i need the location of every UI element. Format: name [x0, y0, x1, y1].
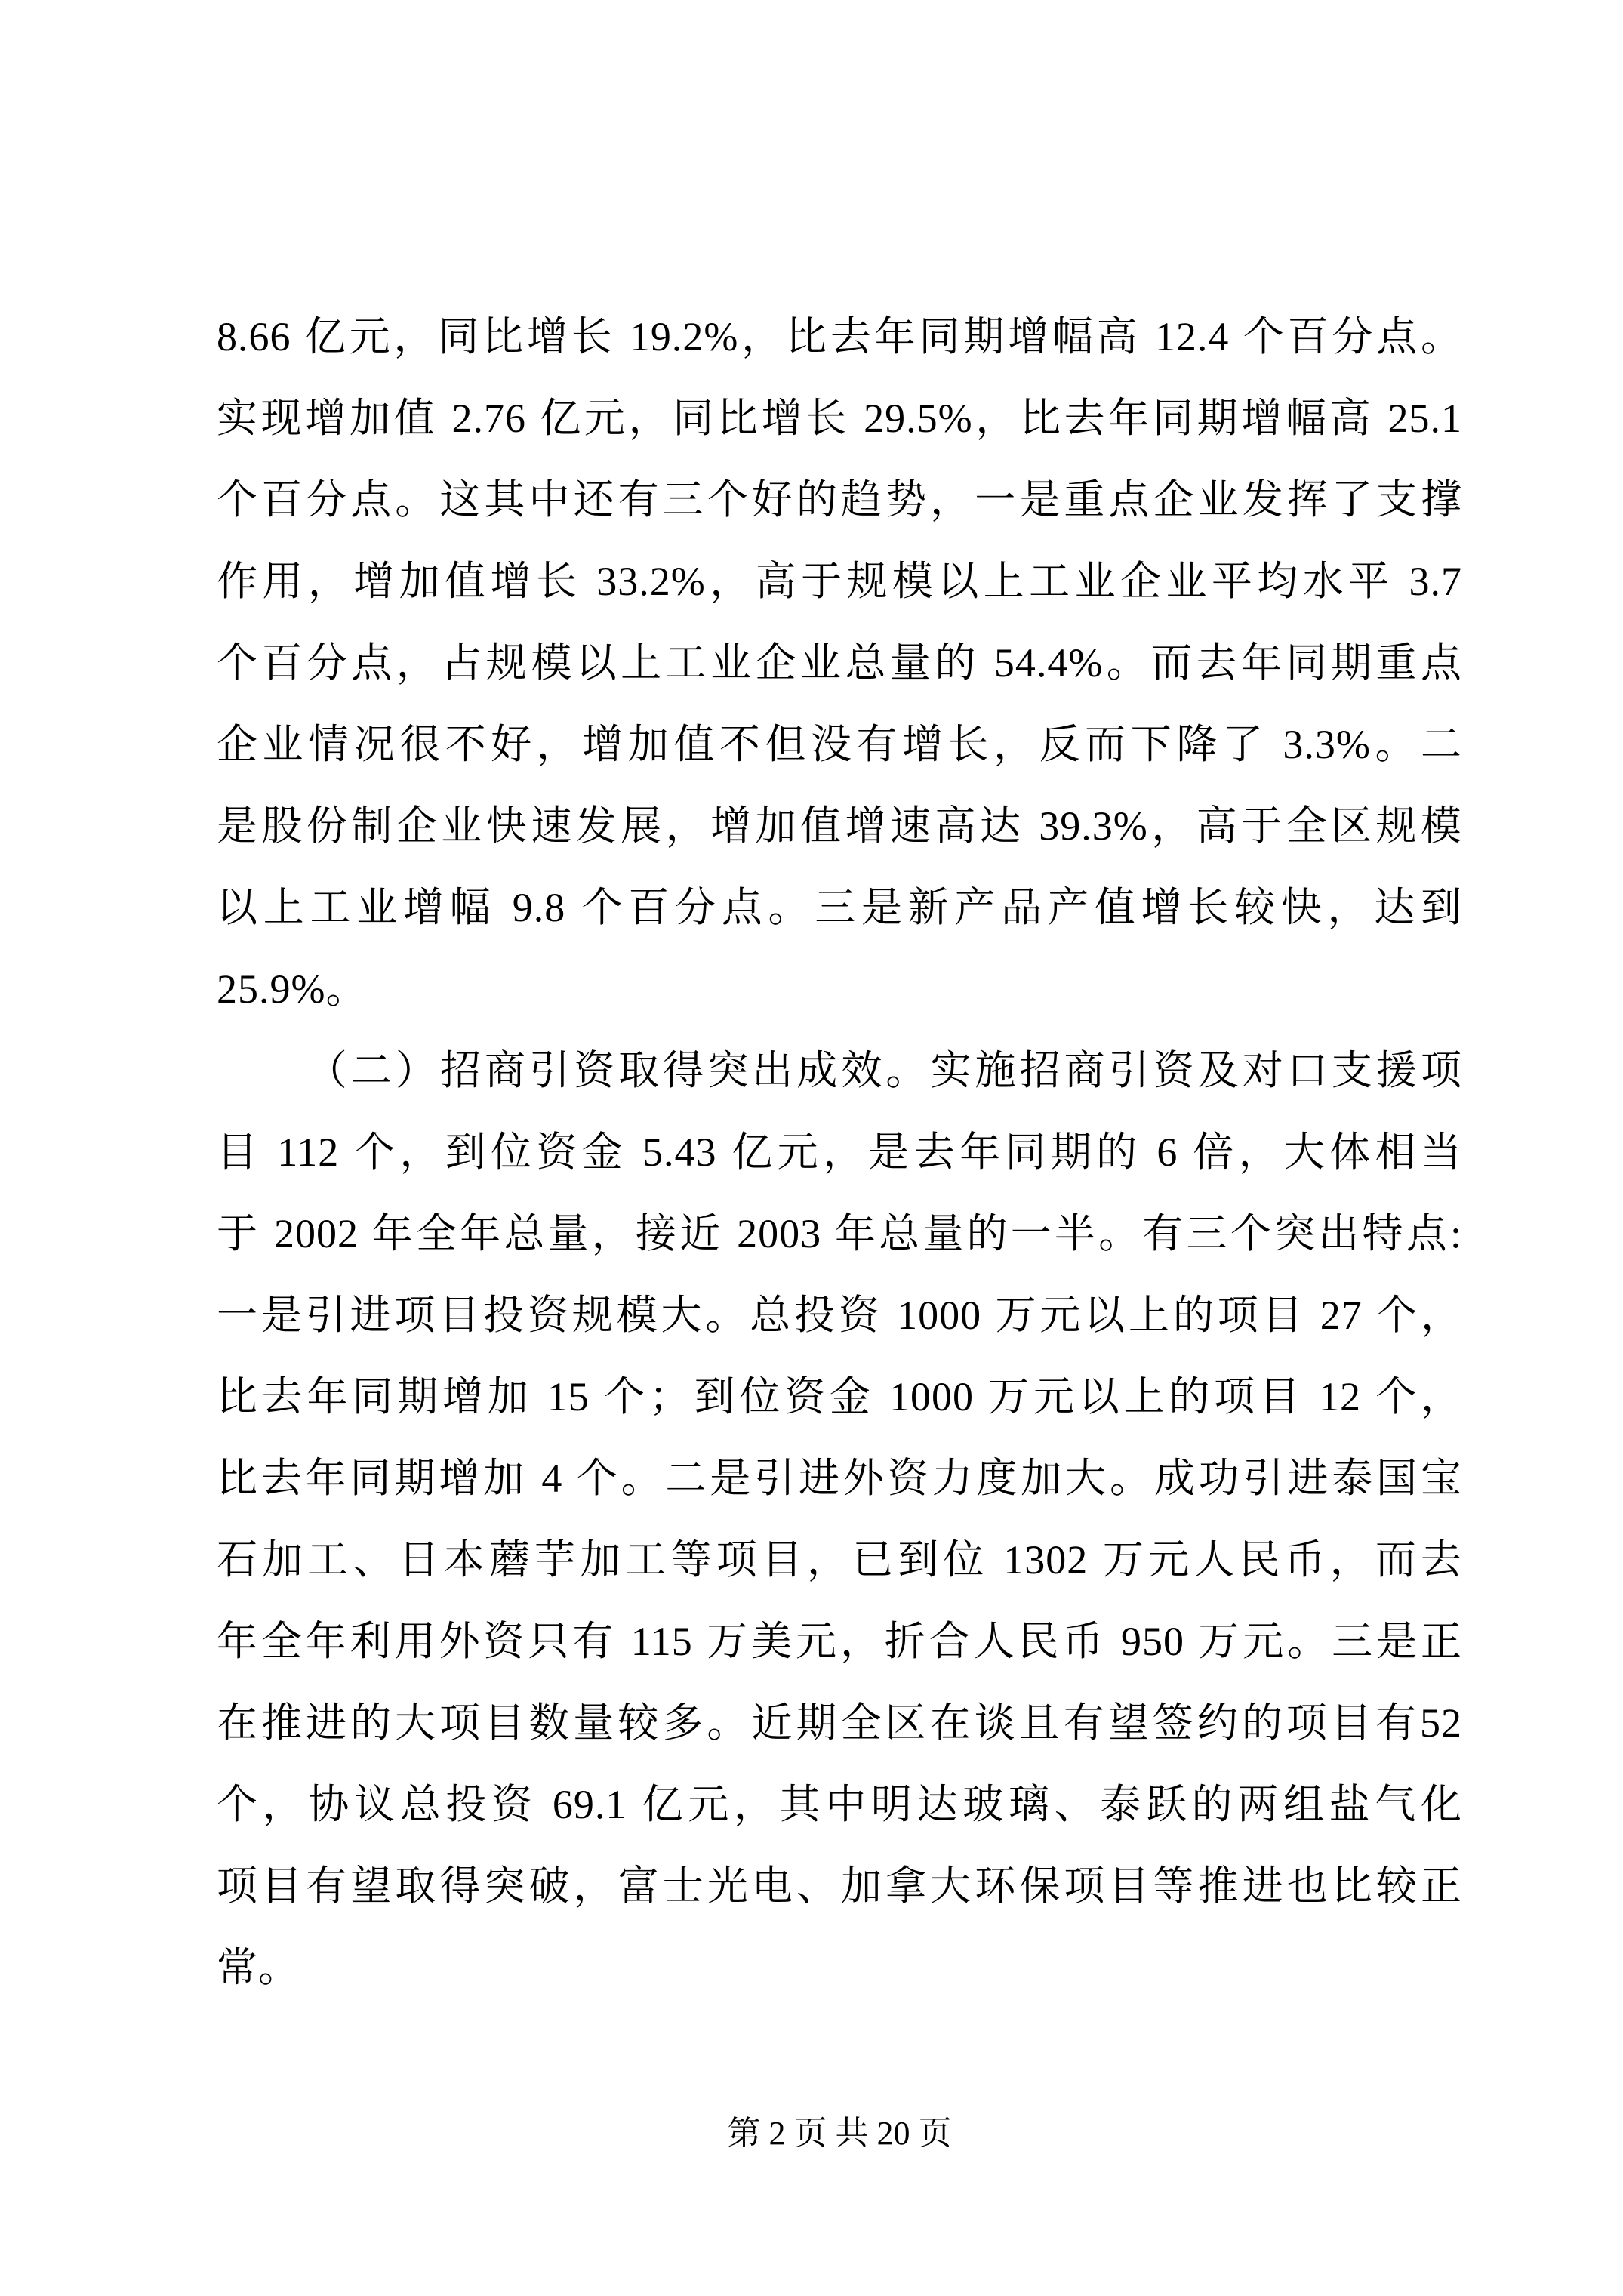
text-line: 个百分点。这其中还有三个好的趋势，一是重点企业发挥了支撑 — [217, 477, 1462, 522]
text-line: 石加工、日本蘑芋加工等项目，已到位 1302 万元人民币，而去 — [217, 1537, 1462, 1583]
text-line: 于 2002 年全年总量，接近 2003 年总量的一半。有三个突出特点: — [217, 1211, 1462, 1256]
text-line: 目 112 个，到位资金 5.43 亿元，是去年同期的 6 倍，大体相当 — [217, 1130, 1462, 1175]
text-line: 实现增加值 2.76 亿元，同比增长 29.5%，比去年同期增幅高 25.1 — [217, 396, 1462, 441]
text-line: 作用，增加值增长 33.2%，高于规模以上工业企业平均水平 3.7 — [217, 559, 1462, 604]
text-line: 个，协议总投资 69.1 亿元，其中明达玻璃、泰跃的两组盐气化 — [217, 1782, 1462, 1827]
text-line: 比去年同期增加 15 个；到位资金 1000 万元以上的项目 12 个， — [217, 1374, 1462, 1419]
text-line: 项目有望取得突破，富士光电、加拿大环保项目等推进也比较正 — [217, 1863, 1462, 1909]
text-line: 企业情况很不好，增加值不但没有增长，反而下降了 3.3%。二 — [217, 722, 1462, 767]
text-line: 比去年同期增加 4 个。二是引进外资力度加大。成功引进泰国宝 — [217, 1456, 1462, 1501]
text-line: 以上工业增幅 9.8 个百分点。三是新产品产值增长较快，达到 — [217, 885, 1462, 930]
text-line: 是股份制企业快速发展，增加值增速高达 39.3%，高于全区规模 — [217, 803, 1462, 849]
text-line: 一是引进项目投资规模大。总投资 1000 万元以上的项目 27 个， — [217, 1293, 1462, 1338]
page-footer — [217, 2113, 1462, 2155]
text-line: 8.66 亿元，同比增长 19.2%，比去年同期增幅高 12.4 个百分点。 — [217, 314, 1462, 359]
document-body — [217, 296, 1462, 2008]
text-line: 个百分点，占规模以上工业企业总量的 54.4%。而去年同期重点 — [217, 640, 1462, 686]
page-number-label: 第 2 页 共 20 页 — [727, 2115, 952, 2152]
text-line: 常。 — [217, 1945, 300, 1990]
text-line: 年全年利用外资只有 115 万美元，折合人民币 950 万元。三是正 — [217, 1619, 1462, 1664]
text-line: 在推进的大项目数量较多。近期全区在谈且有望签约的项目有52 — [217, 1700, 1462, 1746]
text-line: （二）招商引资取得突出成效。实施招商引资及对口支援项 — [306, 1048, 1462, 1093]
text-line: 25.9%。 — [217, 966, 368, 1012]
